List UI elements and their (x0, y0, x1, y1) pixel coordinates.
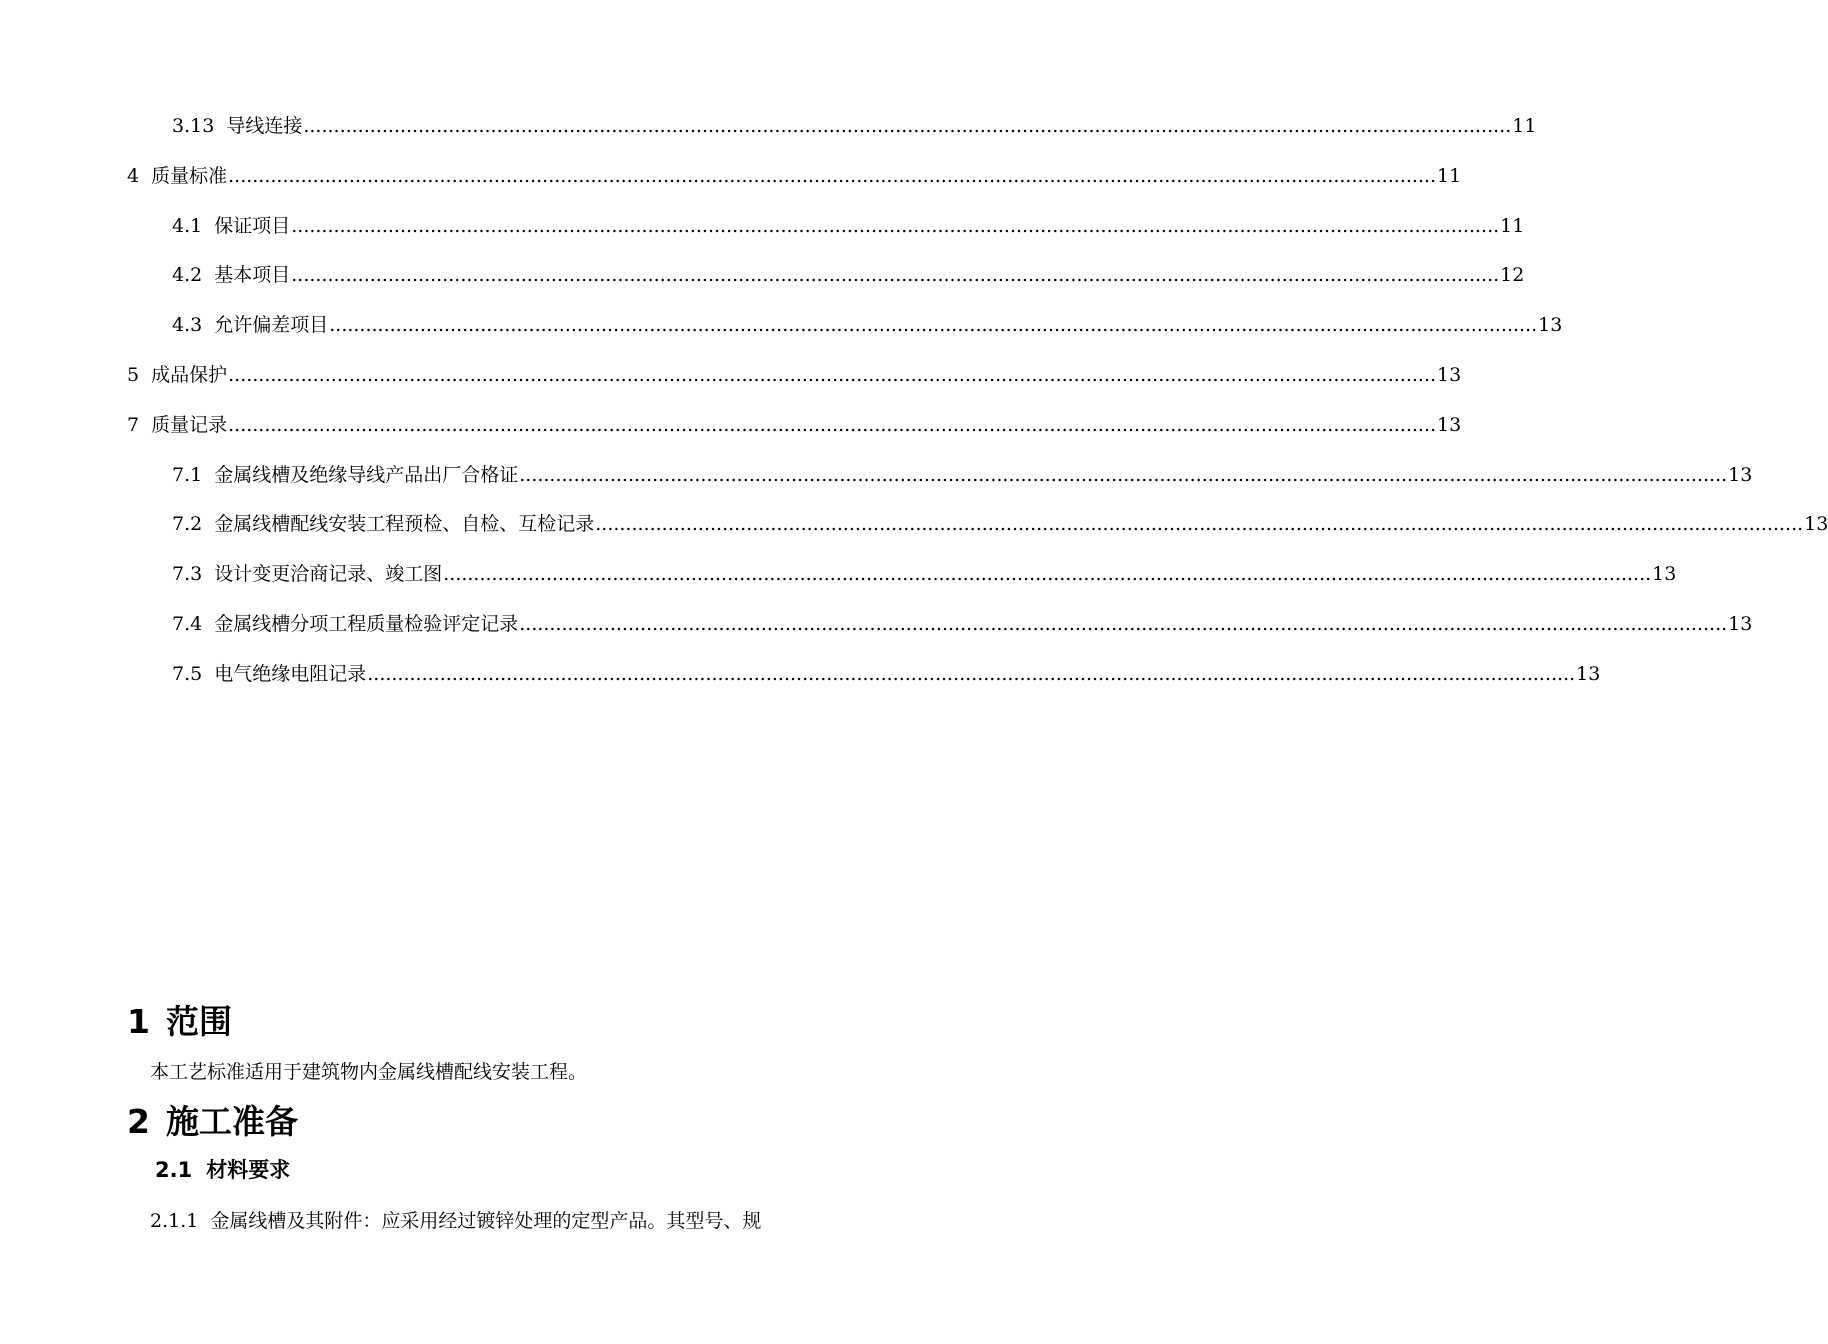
toc-leader-dots: ........................................................................................................................................................................................................ (228, 414, 1437, 436)
toc-entry-page: 13 (1437, 414, 1462, 436)
toc-entry-title: 金属线槽及绝缘导线产品出厂合格证 (214, 464, 519, 486)
toc-leader-dots: ........................................................................................................................................................................................................ (228, 364, 1437, 386)
section-title: 范围 (165, 1002, 232, 1041)
toc-entry[interactable] (172, 509, 1828, 539)
toc-entry-title: 允许偏差项目 (214, 314, 329, 336)
toc-entry-page: 13 (1804, 513, 1828, 535)
toc-entry-number: 4.2 (172, 264, 203, 286)
toc-entry[interactable] (172, 559, 1677, 589)
toc-entry-page: 13 (1728, 464, 1753, 486)
toc-leader-dots: ........................................................................................................................................................................................................ (291, 215, 1500, 237)
toc-entry-page: 11 (1437, 165, 1462, 187)
toc-entry[interactable] (127, 410, 1462, 440)
toc-entry-number: 7 (127, 414, 140, 436)
toc-entry-title: 保证项目 (214, 215, 291, 237)
toc-entry[interactable] (172, 211, 1525, 241)
toc-entry-number: 7.4 (172, 613, 203, 635)
section-number: 2 (127, 1102, 150, 1141)
toc-entry-title: 设计变更洽商记录、竣工图 (214, 563, 443, 585)
toc-entry[interactable] (172, 111, 1537, 141)
toc-entry-number: 7.3 (172, 563, 203, 585)
section-2-heading (127, 1100, 298, 1144)
toc-leader-dots: ........................................................................................................................................................................................................ (595, 513, 1804, 535)
toc-entry[interactable] (172, 609, 1753, 639)
toc-entry-title: 质量标准 (151, 165, 228, 187)
toc-entry-title: 导线连接 (226, 115, 303, 137)
toc-entry-page: 11 (1512, 115, 1537, 137)
toc-leader-dots: ........................................................................................................................................................................................................ (228, 165, 1437, 187)
toc-entry-title: 质量记录 (151, 414, 228, 436)
toc-entry-page: 13 (1728, 613, 1753, 635)
toc-entry-page: 12 (1500, 264, 1525, 286)
toc-entry-number: 4.3 (172, 314, 203, 336)
toc-entry-number: 4 (127, 165, 140, 187)
subsection-2-1-heading (155, 1155, 290, 1185)
toc-entry[interactable] (172, 460, 1753, 490)
toc-entry-title: 金属线槽配线安装工程预检、自检、互检记录 (214, 513, 595, 535)
toc-entry-number: 3.13 (172, 115, 215, 137)
toc-entry-page: 13 (1652, 563, 1677, 585)
toc-leader-dots: ........................................................................................................................................................................................................ (329, 314, 1538, 336)
toc-entry-title: 金属线槽分项工程质量检验评定记录 (214, 613, 519, 635)
toc-entry-number: 7.1 (172, 464, 203, 486)
section-1-body (150, 1057, 587, 1087)
subsection-number: 2.1 (155, 1158, 193, 1182)
toc-entry[interactable] (127, 360, 1462, 390)
section-title: 施工准备 (165, 1102, 298, 1141)
subsection-title: 材料要求 (206, 1158, 291, 1182)
toc-entry-number: 4.1 (172, 215, 203, 237)
toc-entry-number: 7.2 (172, 513, 203, 535)
toc-entry-page: 13 (1576, 663, 1601, 685)
section-1-heading (127, 1000, 232, 1044)
toc-entry-title: 基本项目 (214, 264, 291, 286)
toc-entry-page: 11 (1500, 215, 1525, 237)
clause-number: 2.1.1 (150, 1210, 199, 1232)
toc-entry-number: 5 (127, 364, 140, 386)
toc-leader-dots: ........................................................................................................................................................................................................ (367, 663, 1576, 685)
clause-2-1-1 (150, 1206, 761, 1236)
toc-entry-page: 13 (1538, 314, 1563, 336)
paragraph-text: 本工艺标准适用于建筑物内金属线槽配线安装工程。 (150, 1061, 588, 1083)
clause-text: 金属线槽及其附件：应采用经过镀锌处理的定型产品。其型号、规 (210, 1210, 762, 1232)
toc-entry-title: 电气绝缘电阻记录 (214, 663, 367, 685)
toc-leader-dots: ........................................................................................................................................................................................................ (519, 464, 1728, 486)
toc-entry[interactable] (172, 310, 1563, 340)
toc-leader-dots: ........................................................................................................................................................................................................ (303, 115, 1512, 137)
toc-entry-number: 7.5 (172, 663, 203, 685)
toc-leader-dots: ........................................................................................................................................................................................................ (291, 264, 1500, 286)
toc-entry-title: 成品保护 (151, 364, 228, 386)
toc-leader-dots: ........................................................................................................................................................................................................ (443, 563, 1652, 585)
toc-entry[interactable] (127, 161, 1462, 191)
section-number: 1 (127, 1002, 150, 1041)
toc-leader-dots: ........................................................................................................................................................................................................ (519, 613, 1728, 635)
toc-entry[interactable] (172, 260, 1525, 290)
toc-entry-page: 13 (1437, 364, 1462, 386)
toc-entry[interactable] (172, 659, 1601, 689)
